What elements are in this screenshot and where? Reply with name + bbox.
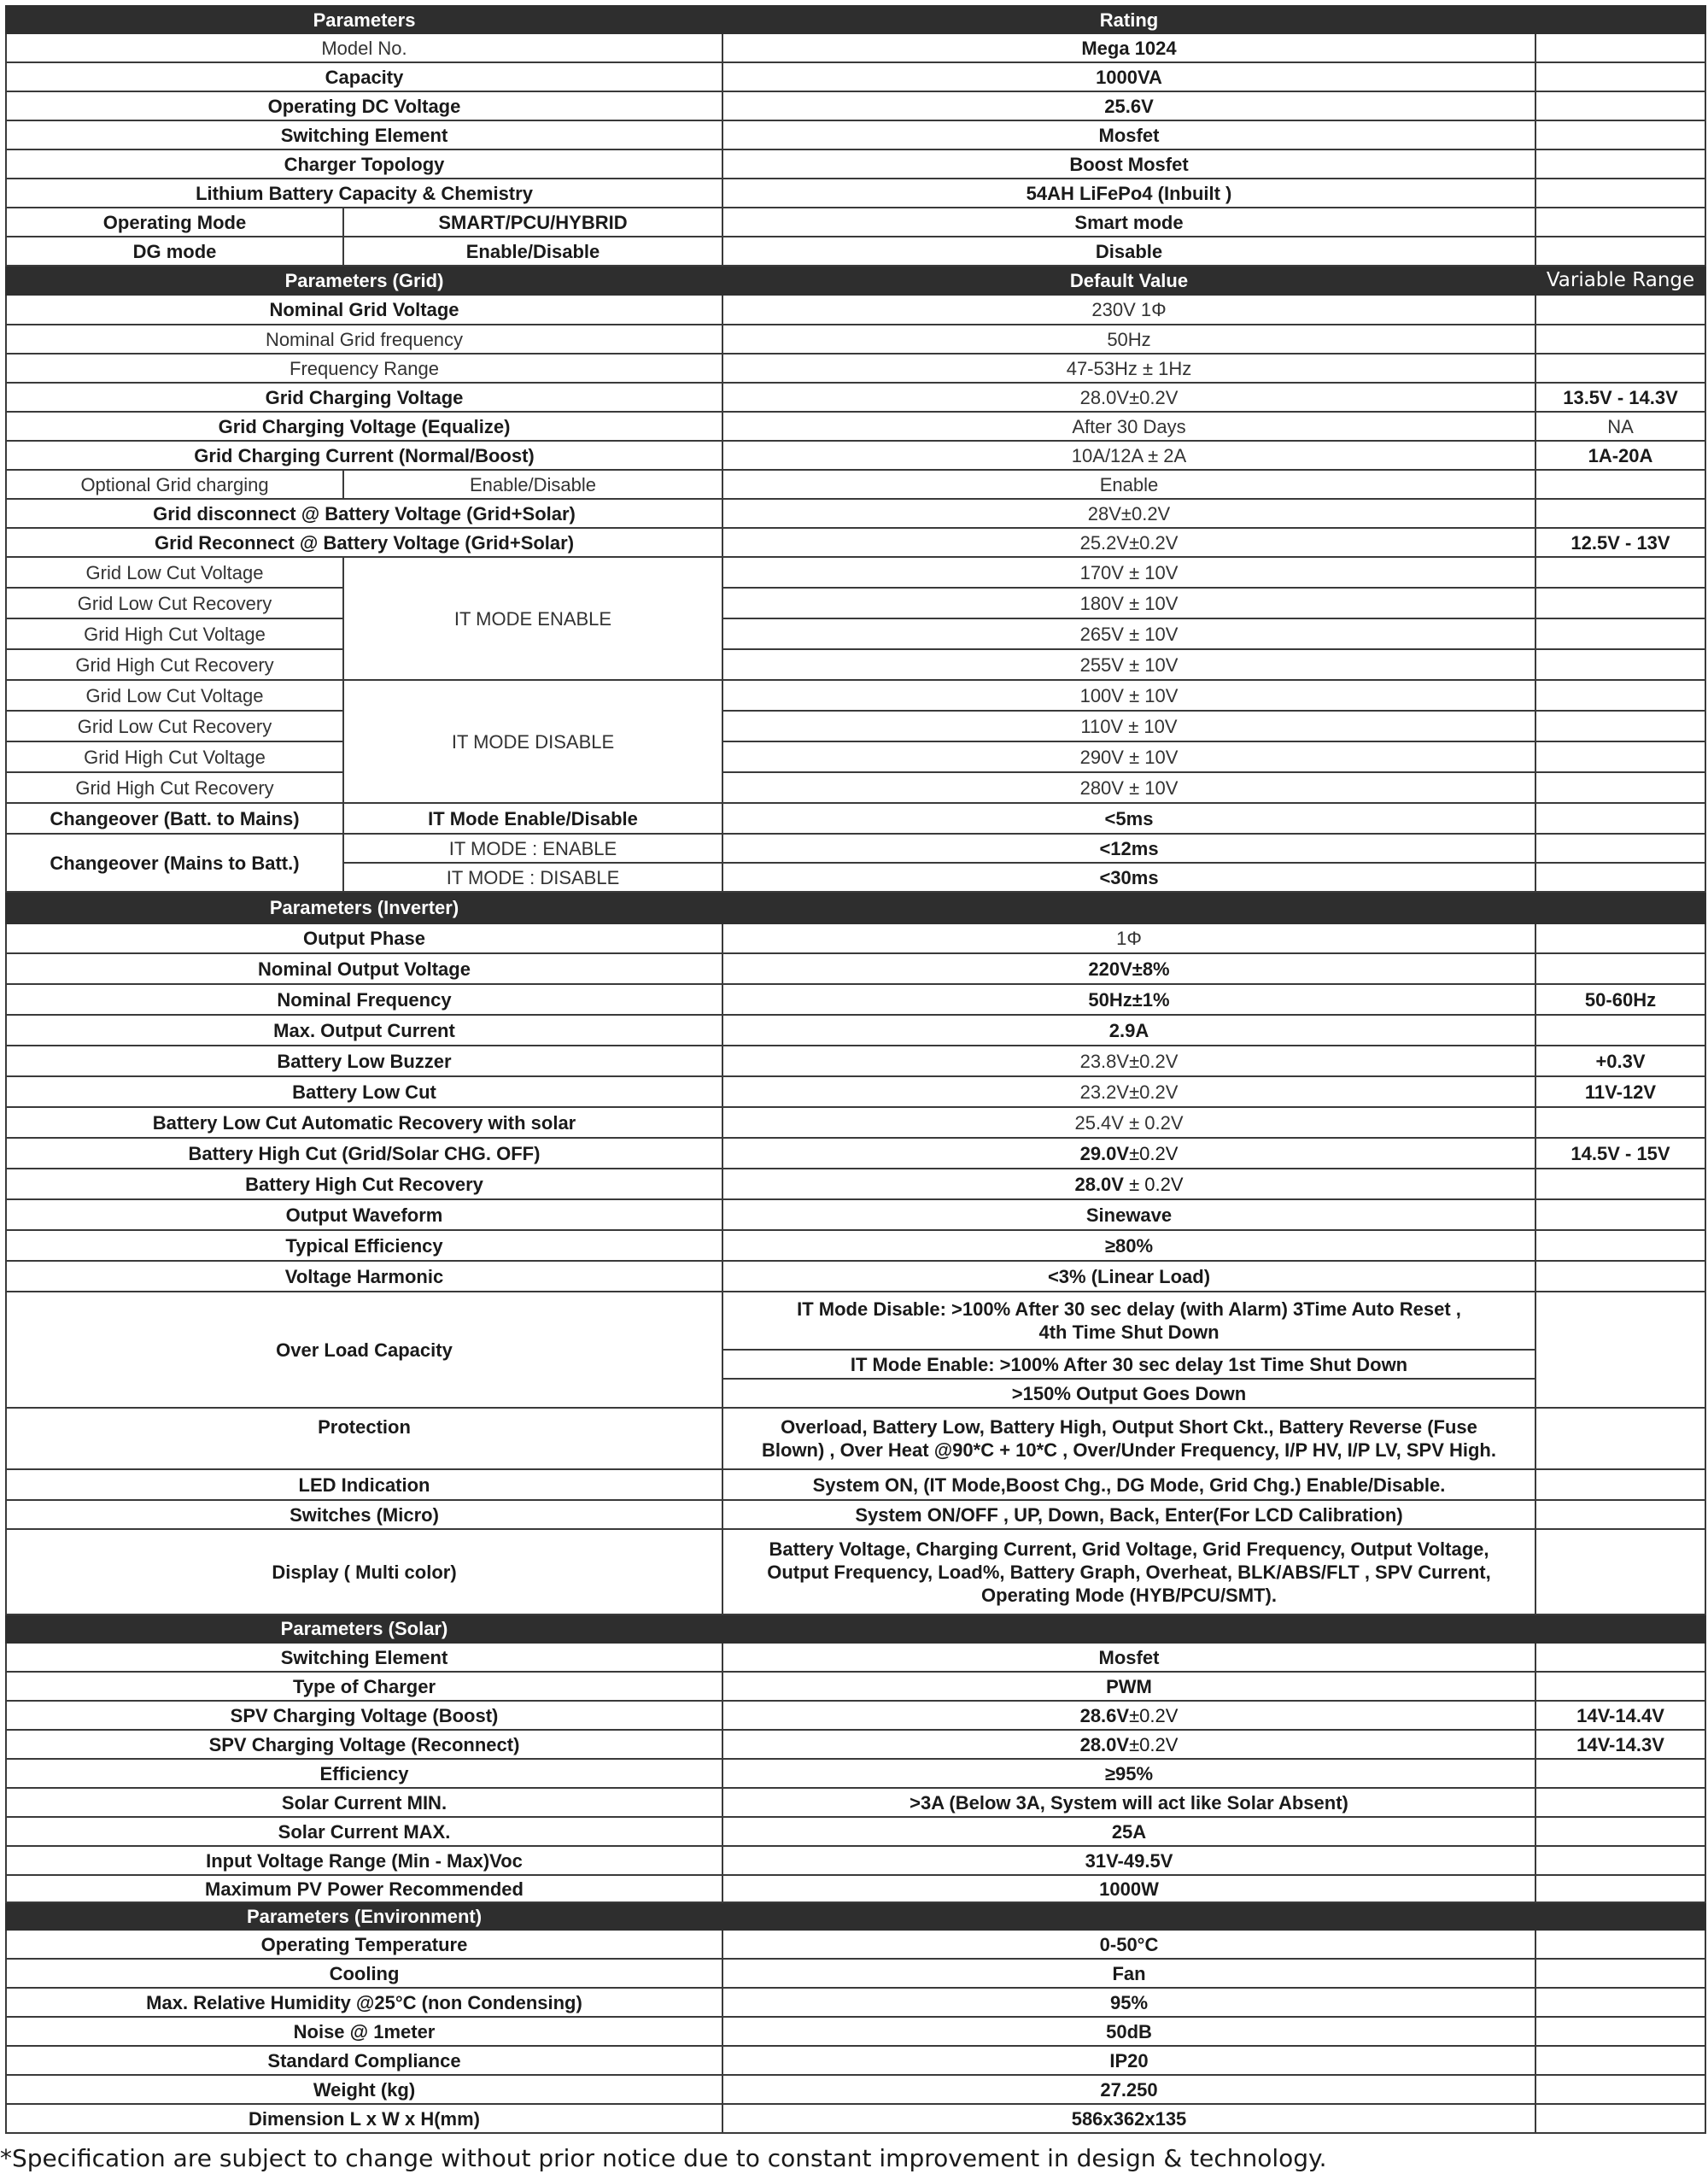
table-row bbox=[6, 1875, 1705, 1902]
table-row bbox=[6, 649, 1705, 680]
table-row bbox=[6, 1199, 1705, 1230]
row-label: Solar Current MIN. bbox=[6, 1788, 722, 1817]
table-row bbox=[6, 237, 1705, 266]
table-row bbox=[6, 1500, 1705, 1529]
row-value: System ON, (IT Mode,Boost Chg., DG Mode, Grid Chg.) Enable/Disable. bbox=[722, 1469, 1535, 1500]
row-label: Switching Element bbox=[6, 120, 722, 149]
header-blank bbox=[722, 1614, 1535, 1643]
row-value bbox=[722, 1730, 1535, 1759]
row-value: 28.0V±0.2V bbox=[722, 383, 1535, 412]
header-blank bbox=[1535, 1902, 1705, 1930]
table-row bbox=[6, 383, 1705, 412]
solar-section-title: Parameters (Solar) bbox=[6, 1614, 722, 1643]
row-label: Standard Compliance bbox=[6, 2046, 722, 2075]
table-row bbox=[6, 179, 1705, 208]
row-label: Changeover (Mains to Batt.) bbox=[6, 834, 343, 892]
table-row bbox=[6, 1988, 1705, 2017]
row-value: 100V ± 10V bbox=[722, 680, 1535, 711]
row-label: Solar Current MAX. bbox=[6, 1817, 722, 1846]
row-value: IT Mode Enable: >100% After 30 sec delay 1st Time Shut Down bbox=[722, 1350, 1535, 1379]
row-range bbox=[1535, 588, 1705, 618]
row-sublabel: IT MODE : DISABLE bbox=[343, 863, 722, 892]
row-range: 13.5V - 14.3V bbox=[1535, 383, 1705, 412]
row-label: DG mode bbox=[6, 237, 343, 266]
row-range bbox=[1535, 1875, 1705, 1902]
row-label: Type of Charger bbox=[6, 1672, 722, 1701]
row-label: Nominal Grid frequency bbox=[6, 325, 722, 354]
row-value: After 30 Days bbox=[722, 412, 1535, 441]
row-value: 47-53Hz ± 1Hz bbox=[722, 354, 1535, 383]
row-label: Battery Low Cut bbox=[6, 1076, 722, 1107]
row-label: Battery High Cut Recovery bbox=[6, 1169, 722, 1199]
row-range bbox=[1535, 470, 1705, 499]
row-label: Protection bbox=[6, 1408, 722, 1469]
row-range bbox=[1535, 618, 1705, 649]
row-label: Grid Low Cut Voltage bbox=[6, 557, 343, 588]
row-range: +0.3V bbox=[1535, 1046, 1705, 1076]
row-label: Grid Reconnect @ Battery Voltage (Grid+Solar) bbox=[6, 528, 722, 557]
row-value: Smart mode bbox=[722, 208, 1535, 237]
row-value: <3% (Linear Load) bbox=[722, 1261, 1535, 1292]
row-range bbox=[1535, 1959, 1705, 1988]
table-row bbox=[6, 499, 1705, 528]
display-line: Output Frequency, Load%, Battery Graph, Overheat, BLK/ABS/FLT , SPV Current, bbox=[767, 1561, 1491, 1583]
row-range bbox=[1535, 1199, 1705, 1230]
table-row bbox=[6, 1408, 1705, 1469]
table-row bbox=[6, 412, 1705, 441]
row-range bbox=[1535, 1408, 1705, 1469]
row-range bbox=[1535, 2017, 1705, 2046]
row-range: 14V-14.4V bbox=[1535, 1701, 1705, 1730]
row-value: 50dB bbox=[722, 2017, 1535, 2046]
row-value: 54AH LiFePo4 (Inbuilt ) bbox=[722, 179, 1535, 208]
table-row bbox=[6, 741, 1705, 772]
row-range bbox=[1535, 1469, 1705, 1500]
row-label: Output Phase bbox=[6, 923, 722, 953]
row-value: 25.2V±0.2V bbox=[722, 528, 1535, 557]
protection-line: Overload, Battery Low, Battery High, Output Short Ckt., Battery Reverse (Fuse bbox=[781, 1416, 1477, 1438]
header-blank bbox=[722, 1902, 1535, 1930]
row-label: Changeover (Batt. to Mains) bbox=[6, 803, 343, 834]
table-row bbox=[6, 295, 1705, 325]
row-range bbox=[1535, 354, 1705, 383]
value-main: 29.0V bbox=[1079, 1142, 1130, 1164]
environment-header-row bbox=[6, 1902, 1705, 1930]
row-range bbox=[1535, 680, 1705, 711]
row-value: 1000VA bbox=[722, 62, 1535, 91]
row-label: Grid Charging Current (Normal/Boost) bbox=[6, 441, 722, 470]
row-range bbox=[1535, 803, 1705, 834]
row-range bbox=[1535, 649, 1705, 680]
table-row bbox=[6, 1817, 1705, 1846]
row-value: Mosfet bbox=[722, 120, 1535, 149]
table-row bbox=[6, 1529, 1705, 1614]
row-range: 12.5V - 13V bbox=[1535, 528, 1705, 557]
row-label: Model No. bbox=[6, 33, 722, 62]
row-value bbox=[722, 1408, 1535, 1469]
row-value: 1Φ bbox=[722, 923, 1535, 953]
row-label: Operating DC Voltage bbox=[6, 91, 722, 120]
row-range: 11V-12V bbox=[1535, 1076, 1705, 1107]
row-range: NA bbox=[1535, 412, 1705, 441]
row-value: 50Hz bbox=[722, 325, 1535, 354]
row-label: Grid High Cut Recovery bbox=[6, 649, 343, 680]
value-tolerance: ±0.2V bbox=[1129, 1142, 1179, 1164]
table-row bbox=[6, 1930, 1705, 1959]
row-value: <30ms bbox=[722, 863, 1535, 892]
header-blank bbox=[1535, 892, 1705, 923]
table-row bbox=[6, 1261, 1705, 1292]
table-row bbox=[6, 1788, 1705, 1817]
row-range bbox=[1535, 1846, 1705, 1875]
row-range: 14V-14.3V bbox=[1535, 1730, 1705, 1759]
row-value bbox=[722, 1701, 1535, 1730]
row-range: 50-60Hz bbox=[1535, 984, 1705, 1015]
inverter-section-title: Parameters (Inverter) bbox=[6, 892, 722, 923]
table-row bbox=[6, 1643, 1705, 1672]
row-value: 0-50°C bbox=[722, 1930, 1535, 1959]
row-range bbox=[1535, 295, 1705, 325]
row-label: Display ( Multi color) bbox=[6, 1529, 722, 1614]
row-range bbox=[1535, 2104, 1705, 2133]
row-sublabel: IT Mode Enable/Disable bbox=[343, 803, 722, 834]
row-value: 10A/12A ± 2A bbox=[722, 441, 1535, 470]
table-row bbox=[6, 62, 1705, 91]
header-blank bbox=[722, 892, 1535, 923]
row-value: 180V ± 10V bbox=[722, 588, 1535, 618]
inverter-header-row bbox=[6, 892, 1705, 923]
table-row bbox=[6, 772, 1705, 803]
row-label: SPV Charging Voltage (Boost) bbox=[6, 1701, 722, 1730]
table-row bbox=[6, 618, 1705, 649]
row-label: Battery High Cut (Grid/Solar CHG. OFF) bbox=[6, 1138, 722, 1169]
table-row bbox=[6, 2104, 1705, 2133]
row-label: Voltage Harmonic bbox=[6, 1261, 722, 1292]
row-label: Operating Temperature bbox=[6, 1930, 722, 1959]
row-range bbox=[1535, 1759, 1705, 1788]
row-value: ≥95% bbox=[722, 1759, 1535, 1788]
table-row bbox=[6, 557, 1705, 588]
table-row bbox=[6, 1701, 1705, 1730]
variable-range-header: Variable Range bbox=[1535, 266, 1705, 295]
row-label: Grid Low Cut Voltage bbox=[6, 680, 343, 711]
row-value: Sinewave bbox=[722, 1199, 1535, 1230]
row-value: 1000W bbox=[722, 1875, 1535, 1902]
row-value: 290V ± 10V bbox=[722, 741, 1535, 772]
row-label: LED Indication bbox=[6, 1469, 722, 1500]
row-range bbox=[1535, 741, 1705, 772]
row-value: 586x362x135 bbox=[722, 2104, 1535, 2133]
table-row bbox=[6, 1169, 1705, 1199]
row-range bbox=[1535, 1988, 1705, 2017]
row-label: Weight (kg) bbox=[6, 2075, 722, 2104]
row-value: <5ms bbox=[722, 803, 1535, 834]
row-value: 255V ± 10V bbox=[722, 649, 1535, 680]
row-label: Over Load Capacity bbox=[6, 1292, 722, 1408]
row-range bbox=[1535, 237, 1705, 266]
row-label: Efficiency bbox=[6, 1759, 722, 1788]
row-range bbox=[1535, 62, 1705, 91]
table-row bbox=[6, 1076, 1705, 1107]
table-row bbox=[6, 2075, 1705, 2104]
table-row bbox=[6, 1138, 1705, 1169]
table-row bbox=[6, 2017, 1705, 2046]
row-value: 27.250 bbox=[722, 2075, 1535, 2104]
table-row bbox=[6, 1846, 1705, 1875]
table-row bbox=[6, 923, 1705, 953]
row-label: Grid Charging Voltage bbox=[6, 383, 722, 412]
row-label: Grid disconnect @ Battery Voltage (Grid+Solar) bbox=[6, 499, 722, 528]
row-range bbox=[1535, 834, 1705, 863]
display-line: Operating Mode (HYB/PCU/SMT). bbox=[981, 1584, 1277, 1606]
row-value: 31V-49.5V bbox=[722, 1846, 1535, 1875]
row-value: System ON/OFF , UP, Down, Back, Enter(For LCD Calibration) bbox=[722, 1500, 1535, 1529]
table-row bbox=[6, 354, 1705, 383]
row-value: 280V ± 10V bbox=[722, 772, 1535, 803]
table-row bbox=[6, 470, 1705, 499]
row-range bbox=[1535, 1292, 1705, 1408]
table-row bbox=[6, 1469, 1705, 1500]
row-range bbox=[1535, 208, 1705, 237]
table-row bbox=[6, 711, 1705, 741]
grid-section-title: Parameters (Grid) bbox=[6, 266, 722, 295]
spec-sheet bbox=[5, 5, 1705, 2134]
row-value: ≥80% bbox=[722, 1230, 1535, 1261]
value-tolerance: ±0.2V bbox=[1129, 1733, 1179, 1755]
row-range bbox=[1535, 1788, 1705, 1817]
table-row bbox=[6, 325, 1705, 354]
row-label: Switching Element bbox=[6, 1643, 722, 1672]
row-value: 50Hz±1% bbox=[722, 984, 1535, 1015]
table-row bbox=[6, 1015, 1705, 1046]
row-value: 2.9A bbox=[722, 1015, 1535, 1046]
row-range bbox=[1535, 325, 1705, 354]
table-row bbox=[6, 33, 1705, 62]
row-label: Grid Charging Voltage (Equalize) bbox=[6, 412, 722, 441]
table-row bbox=[6, 91, 1705, 120]
table-row bbox=[6, 1672, 1705, 1701]
spec-table bbox=[5, 5, 1706, 2134]
row-value: Mosfet bbox=[722, 1643, 1535, 1672]
table-row bbox=[6, 1730, 1705, 1759]
row-label: Max. Output Current bbox=[6, 1015, 722, 1046]
protection-line: Blown) , Over Heat @90*C + 10*C , Over/Under Frequency, I/P HV, I/P LV, SPV High. bbox=[762, 1439, 1496, 1461]
row-range bbox=[1535, 1529, 1705, 1614]
row-label: Charger Topology bbox=[6, 149, 722, 179]
row-value: 170V ± 10V bbox=[722, 557, 1535, 588]
row-value: >150% Output Goes Down bbox=[722, 1379, 1535, 1408]
default-value-header: Default Value bbox=[722, 266, 1535, 295]
table-row bbox=[6, 1292, 1705, 1350]
table-row bbox=[6, 1107, 1705, 1138]
row-range bbox=[1535, 1169, 1705, 1199]
row-range bbox=[1535, 1107, 1705, 1138]
row-value: 230V 1Φ bbox=[722, 295, 1535, 325]
row-sublabel: Enable/Disable bbox=[343, 237, 722, 266]
row-value: IP20 bbox=[722, 2046, 1535, 2075]
row-range bbox=[1535, 149, 1705, 179]
row-value: 25A bbox=[722, 1817, 1535, 1846]
row-value: 23.2V±0.2V bbox=[722, 1076, 1535, 1107]
row-value: 95% bbox=[722, 1988, 1535, 2017]
row-sublabel: SMART/PCU/HYBRID bbox=[343, 208, 722, 237]
row-range bbox=[1535, 1500, 1705, 1529]
grid-header-row bbox=[6, 266, 1705, 295]
row-range bbox=[1535, 120, 1705, 149]
row-label: Typical Efficiency bbox=[6, 1230, 722, 1261]
environment-section-title: Parameters (Environment) bbox=[6, 1902, 722, 1930]
row-value: 25.4V ± 0.2V bbox=[722, 1107, 1535, 1138]
row-label: Frequency Range bbox=[6, 354, 722, 383]
row-range bbox=[1535, 1930, 1705, 1959]
table-row bbox=[6, 803, 1705, 834]
rating-header: Rating bbox=[722, 6, 1535, 33]
row-range bbox=[1535, 2046, 1705, 2075]
row-label: Maximum PV Power Recommended bbox=[6, 1875, 722, 1902]
row-value: PWM bbox=[722, 1672, 1535, 1701]
row-range bbox=[1535, 1230, 1705, 1261]
row-label: Nominal Frequency bbox=[6, 984, 722, 1015]
row-range bbox=[1535, 179, 1705, 208]
value-tolerance: ±0.2V bbox=[1129, 1704, 1179, 1726]
row-value bbox=[722, 1529, 1535, 1614]
row-sublabel: Enable/Disable bbox=[343, 470, 722, 499]
table-row bbox=[6, 120, 1705, 149]
overload-line: 4th Time Shut Down bbox=[1038, 1321, 1220, 1343]
header-blank bbox=[1535, 6, 1705, 33]
table-row bbox=[6, 528, 1705, 557]
table-row bbox=[6, 984, 1705, 1015]
row-sublabel: IT MODE : ENABLE bbox=[343, 834, 722, 863]
table-row bbox=[6, 1230, 1705, 1261]
row-value: <12ms bbox=[722, 834, 1535, 863]
row-range: 14.5V - 15V bbox=[1535, 1138, 1705, 1169]
row-range bbox=[1535, 1015, 1705, 1046]
table-row bbox=[6, 2046, 1705, 2075]
value-main: 28.0V bbox=[1074, 1173, 1124, 1195]
row-value bbox=[722, 1169, 1535, 1199]
row-label: Battery Low Buzzer bbox=[6, 1046, 722, 1076]
solar-header-row bbox=[6, 1614, 1705, 1643]
row-label: Lithium Battery Capacity & Chemistry bbox=[6, 179, 722, 208]
row-range bbox=[1535, 1643, 1705, 1672]
row-range bbox=[1535, 1817, 1705, 1846]
table-row bbox=[6, 1046, 1705, 1076]
table-row bbox=[6, 953, 1705, 984]
row-range bbox=[1535, 557, 1705, 588]
row-label: Capacity bbox=[6, 62, 722, 91]
row-range bbox=[1535, 923, 1705, 953]
row-value: Enable bbox=[722, 470, 1535, 499]
overload-line: IT Mode Disable: >100% After 30 sec delay (with Alarm) 3Time Auto Reset , bbox=[797, 1298, 1461, 1320]
row-value: 265V ± 10V bbox=[722, 618, 1535, 649]
it-mode-disable-label: IT MODE DISABLE bbox=[343, 680, 722, 803]
row-label: Grid Low Cut Recovery bbox=[6, 711, 343, 741]
row-value: 23.8V±0.2V bbox=[722, 1046, 1535, 1076]
row-label: Grid High Cut Voltage bbox=[6, 741, 343, 772]
parameters-header: Parameters bbox=[6, 6, 722, 33]
row-range: 1A-20A bbox=[1535, 441, 1705, 470]
row-range bbox=[1535, 2075, 1705, 2104]
row-label: SPV Charging Voltage (Reconnect) bbox=[6, 1730, 722, 1759]
row-label: Dimension L x W x H(mm) bbox=[6, 2104, 722, 2133]
header-row bbox=[6, 6, 1705, 33]
table-row bbox=[6, 1759, 1705, 1788]
row-range bbox=[1535, 772, 1705, 803]
value-main: 28.6V bbox=[1079, 1704, 1130, 1726]
row-value: 110V ± 10V bbox=[722, 711, 1535, 741]
row-range bbox=[1535, 863, 1705, 892]
row-value: >3A (Below 3A, System will act like Solar Absent) bbox=[722, 1788, 1535, 1817]
table-row bbox=[6, 149, 1705, 179]
value-tolerance: ± 0.2V bbox=[1123, 1173, 1184, 1195]
row-label: Optional Grid charging bbox=[6, 470, 343, 499]
row-label: Battery Low Cut Automatic Recovery with solar bbox=[6, 1107, 722, 1138]
row-label: Input Voltage Range (Min - Max)Voc bbox=[6, 1846, 722, 1875]
it-mode-enable-label: IT MODE ENABLE bbox=[343, 557, 722, 680]
row-range bbox=[1535, 953, 1705, 984]
row-label: Grid Low Cut Recovery bbox=[6, 588, 343, 618]
table-row bbox=[6, 588, 1705, 618]
table-row bbox=[6, 834, 1705, 863]
table-row bbox=[6, 208, 1705, 237]
row-label: Nominal Grid Voltage bbox=[6, 295, 722, 325]
row-value: Disable bbox=[722, 237, 1535, 266]
row-value bbox=[722, 1138, 1535, 1169]
row-value: Fan bbox=[722, 1959, 1535, 1988]
value-main: 28.0V bbox=[1079, 1733, 1130, 1755]
row-range bbox=[1535, 711, 1705, 741]
row-range bbox=[1535, 1672, 1705, 1701]
row-range bbox=[1535, 499, 1705, 528]
row-label: Noise @ 1meter bbox=[6, 2017, 722, 2046]
row-label: Grid High Cut Voltage bbox=[6, 618, 343, 649]
row-label: Operating Mode bbox=[6, 208, 343, 237]
row-label: Max. Relative Humidity @25°C (non Condensing) bbox=[6, 1988, 722, 2017]
row-value: Boost Mosfet bbox=[722, 149, 1535, 179]
row-label: Output Waveform bbox=[6, 1199, 722, 1230]
row-range bbox=[1535, 33, 1705, 62]
footnote: *Specification are subject to change without prior notice due to constant improvement in design & technology. bbox=[0, 2144, 1327, 2172]
row-value: 25.6V bbox=[722, 91, 1535, 120]
table-row bbox=[6, 441, 1705, 470]
header-blank bbox=[1535, 1614, 1705, 1643]
table-row bbox=[6, 680, 1705, 711]
table-row bbox=[6, 1959, 1705, 1988]
row-value: 220V±8% bbox=[722, 953, 1535, 984]
row-range bbox=[1535, 1261, 1705, 1292]
row-range bbox=[1535, 91, 1705, 120]
row-value: Mega 1024 bbox=[722, 33, 1535, 62]
row-label: Nominal Output Voltage bbox=[6, 953, 722, 984]
row-value: 28V±0.2V bbox=[722, 499, 1535, 528]
display-line: Battery Voltage, Charging Current, Grid Voltage, Grid Frequency, Output Voltage, bbox=[769, 1538, 1489, 1560]
row-label: Switches (Micro) bbox=[6, 1500, 722, 1529]
row-label: Grid High Cut Recovery bbox=[6, 772, 343, 803]
row-label: Cooling bbox=[6, 1959, 722, 1988]
row-value bbox=[722, 1292, 1535, 1350]
